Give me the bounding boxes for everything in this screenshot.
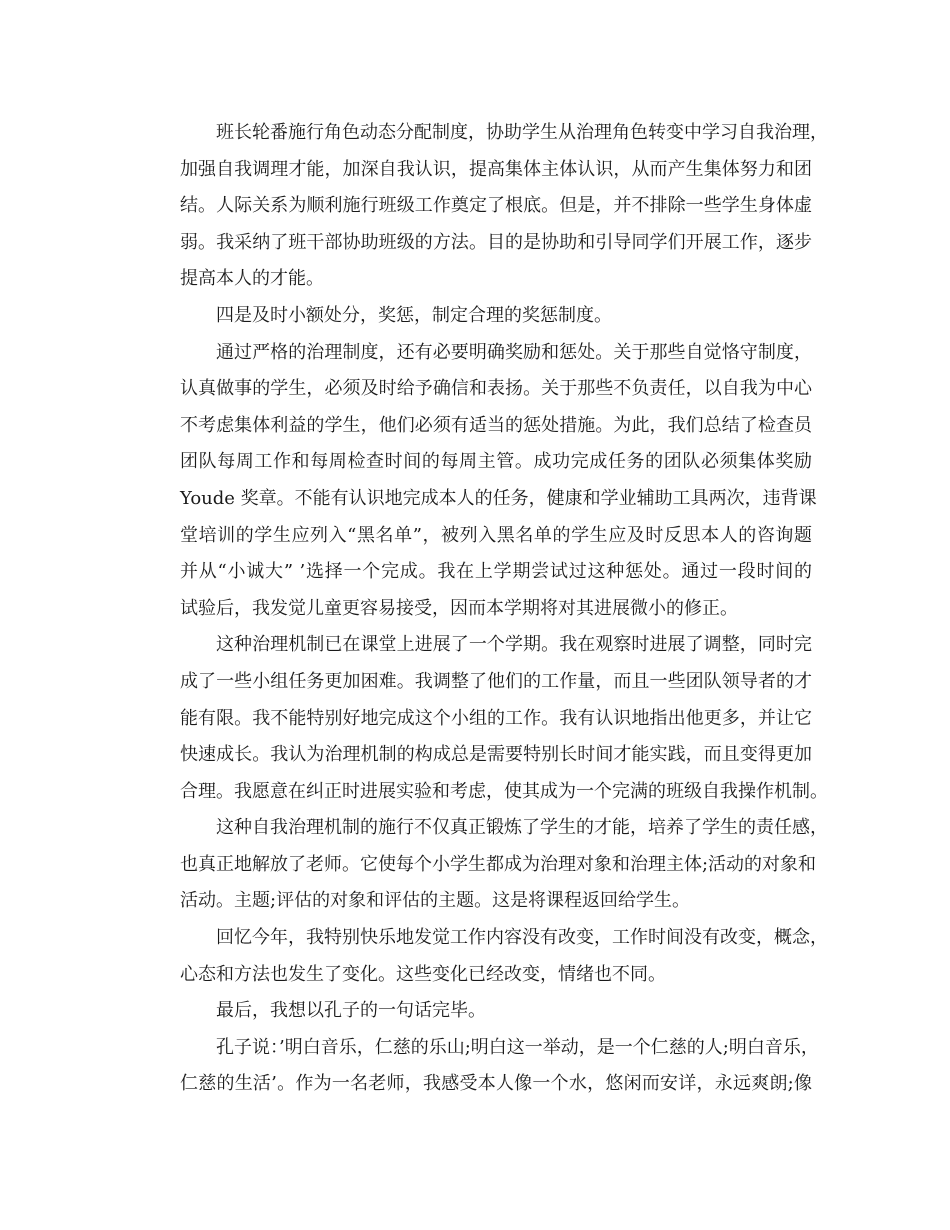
text-line: 活动。主题;评估的对象和评估的主题。这是将课程返回给学生。 [180, 890, 691, 912]
text-line: 不考虑集体利益的学生，他们必须有适当的惩处措施。为此，我们总结了检查员 [180, 414, 812, 436]
text-line: Youde 奖章。不能有认识地完成本人的任务，健康和学业辅助工具两次，违背课 [180, 487, 817, 509]
paragraph [144, 920, 828, 993]
text-line: 并从“小诚大” ’选择一个完成。我在上学期尝试过这种惩处。通过一段时间的 [180, 561, 812, 583]
text-line: 班长轮番施行角色动态分配制度，协助学生从治理角色转变中学习自我治理， [216, 122, 828, 143]
text-line: 合理。我愿意在纠正时进展实验和考虑，使其成为一个完满的班级自我操作机制。 [180, 780, 828, 802]
paragraph [144, 993, 812, 1030]
document-body [144, 115, 828, 1103]
text-line: 孔子说：’明白音乐，仁慈的乐山;明白这一举动，是一个仁慈的人;明白音乐， [216, 1036, 819, 1058]
text-line: 试验后，我发觉儿童更容易接受，因而本学期将对其进展微小的修正。 [180, 597, 738, 619]
text-line: 加强自我调理才能，加深自我认识，提高集体主体认识，从而产生集体努力和团 [180, 158, 812, 180]
paragraph [144, 298, 812, 335]
text-line: 也真正地解放了老师。它使每个小学生都成为治理对象和治理主体;活动的对象和 [180, 853, 817, 875]
text-line: 最后，我想以孔子的一句话完毕。 [216, 1000, 486, 1022]
text-line: 堂培训的学生应列入“黑名单”，被列入黑名单的学生应及时反思本人的咨询题 [180, 524, 812, 546]
text-line: 认真做事的学生，必须及时给予确信和表扬。关于那些不负责任，以自我为中心 [180, 378, 812, 400]
text-line: 成了一些小组任务更加困难。我调整了他们的工作量，而且一些团队领导者的才 [180, 670, 812, 692]
paragraph [144, 627, 828, 810]
text-line: 这种治理机制已在课堂上进展了一个学期。我在观察时进展了调整，同时完 [216, 634, 812, 656]
text-line: 这种自我治理机制的施行不仅真正锻炼了学生的才能，培养了学生的责任感， [216, 817, 828, 839]
text-line: 能有限。我不能特别好地完成这个小组的工作。我有认识地指出他更多，并让它 [180, 707, 812, 729]
text-line: 仁慈的生活’。作为一名老师，我感受本人像一个水，悠闲而安详，永远爽朗;像 [180, 1073, 812, 1095]
paragraph [144, 1030, 819, 1103]
text-line: 弱。我采纳了班干部协助班级的方法。目的是协助和引导同学们开展工作，逐步 [180, 231, 812, 253]
text-line: 通过严格的治理制度，还有必要明确奖励和惩处。关于那些自觉恪守制度， [216, 341, 812, 363]
text-line: 回忆今年，我特别快乐地发觉工作内容没有改变，工作时间没有改变，概念， [216, 927, 828, 949]
paragraph [144, 810, 828, 920]
text-line: 快速成长。我认为治理机制的构成总是需要特别长时间才能实践，而且变得更加 [180, 744, 812, 766]
text-line: 四是及时小额处分，奖惩，制定合理的奖惩制度。 [216, 304, 612, 326]
text-line: 提高本人的才能。 [180, 268, 324, 290]
text-line: 结。人际关系为顺利施行班级工作奠定了根底。但是，并不排除一些学生身体虚 [180, 195, 812, 217]
paragraph [144, 335, 817, 628]
text-line: 心态和方法也发生了变化。这些变化已经改变，情绪也不同。 [180, 963, 666, 985]
paragraph [144, 115, 828, 298]
text-line: 团队每周工作和每周检查时间的每周主管。成功完成任务的团队必须集体奖励 [180, 451, 812, 473]
